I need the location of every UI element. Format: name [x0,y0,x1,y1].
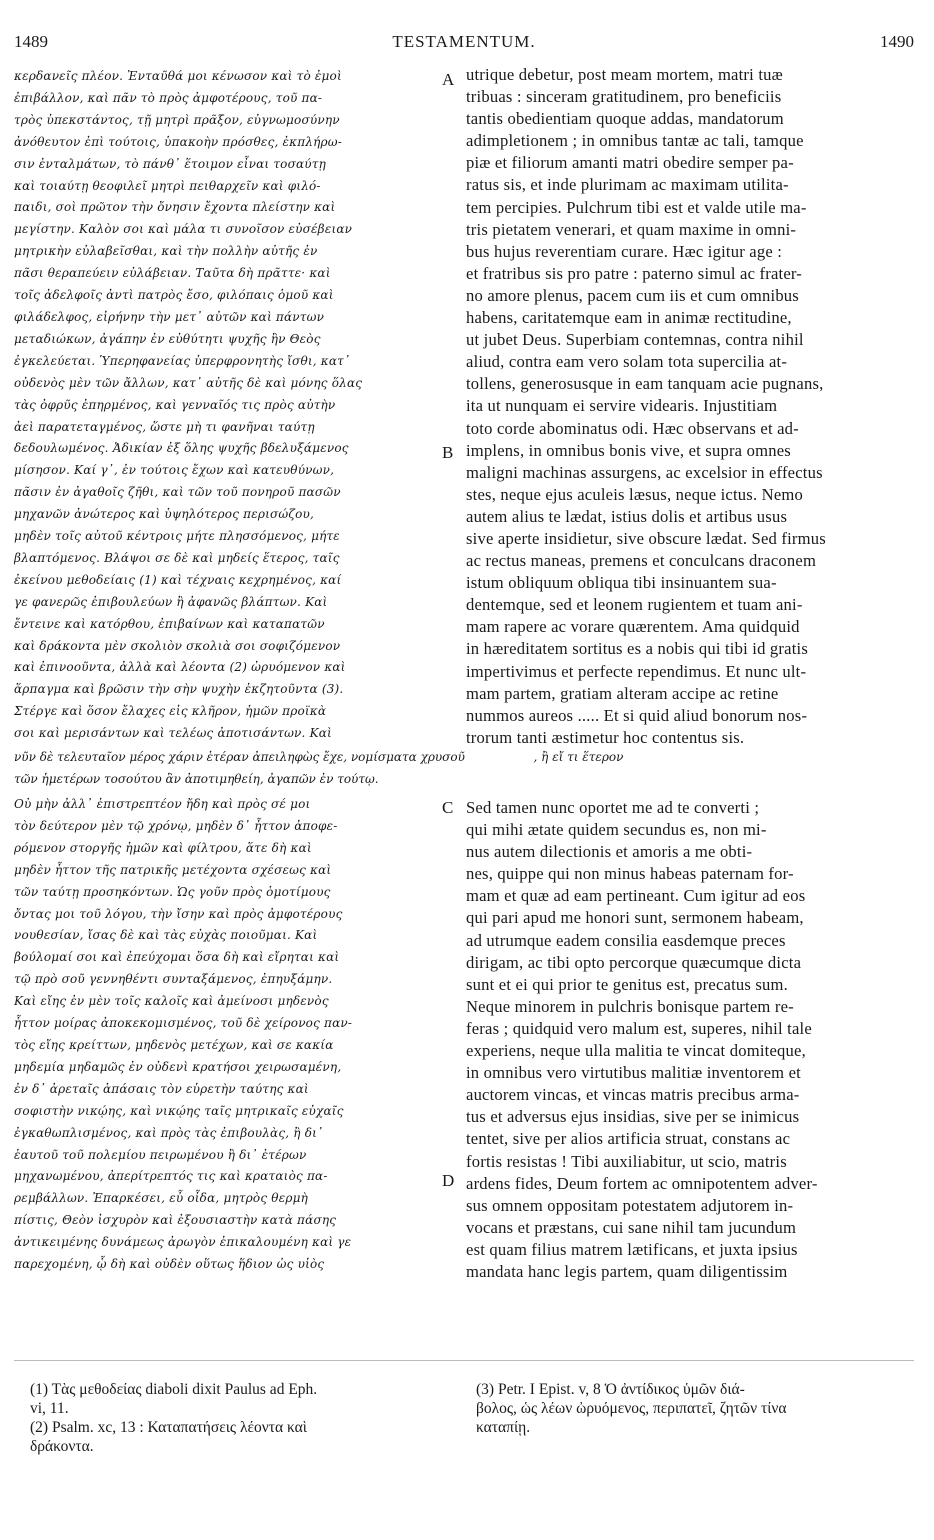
text-line: Στέργε καὶ ὅσον ἔλαχες εἰς κλῆρον, ἡμῶν προϊκὰ [14,704,327,719]
text-line: πᾶσιν ἐν ἀγαθοῖς ζῆθι, καὶ τῶν τοῦ πονηροῦ πασῶν [14,485,341,500]
text-line: γε φανερῶς ἐπιβουλεύων ἢ ἀφανῶς βλάπτων. Καὶ [14,594,328,609]
text-line: παιδι, σοὶ πρῶτον τὴν ὄνησιν ἔχοντα πλείστην καὶ [14,200,336,215]
section-letter-d: D [442,1171,455,1190]
greek-full-width-lines [14,747,914,791]
running-title: TESTAMENTUM. [392,32,536,51]
page-number-right: 1490 [880,32,914,51]
text-line: autem alius te lædat, istius dolis et artibus usus [466,506,788,526]
text-line: σοι καὶ μερισάντων καὶ τελέως ἀποτισάντων. Καὶ [14,726,332,741]
text-line: nummos aureos ..... Et si quid aliud bonorum nos- [466,705,808,725]
section-letter-c: C [442,798,454,817]
text-line: καὶ δράκοντα μὲν σκολιὸν σκολιὰ σοι σοφιζόμενον [14,638,341,653]
text-line: βούλομαί σοι καὶ ἐπεύχομαι ὅσα δὴ καὶ εἴρηται καὶ [14,950,340,965]
greek-column-top [14,66,454,745]
text-line: dirigam, ac tibi opto percorque quæcumque dicta [466,952,802,972]
text-line: tem percipies. Pulchrum tibi est et valde utile ma- [466,197,807,217]
section-letter-a: A [442,70,455,89]
text-line: mam rapere ac vorare quærentem. Ama quidquid [466,617,800,637]
text-line: σοφιστὴν νικῴης, καὶ νικῴης ταῖς μητρικαῖς εὐχαῖς [14,1103,344,1118]
text-line: habens, caritatemque eam in animæ rectitudine, [466,308,792,328]
text-line: μητρικὴν εὐλαβεῖσθαι, καὶ τὴν πολλὴν αὐτῆς ἐν [14,244,318,259]
text-line: μηχανωμένου, ἀπερίτρεπτός τις καὶ κραταιὸς πα- [14,1169,328,1184]
text-line: οὐδενὸς μὲν τῶν ἄλλων, κατ᾽ αὐτῆς δὲ καὶ μόνης ὅλας [14,375,363,390]
text-line: mam partem, gratiam alteram accipe ac retine [466,683,779,703]
text-line: ardens fides, Deum fortem ac omnipotentem adver- [466,1173,818,1193]
text-line: ἐκείνου μεθοδείαις (1) καὶ τέχναις κεχρημένος, καί [14,572,342,587]
text-line: μηχανῶν ἀνώτερος καὶ ὑψηλότερος περισώζου, [14,507,315,522]
text-line: βλαπτόμενος. Βλάψοι σε δὲ καὶ μηδείς ἕτερος, ταῖς [14,550,340,565]
text-line: τοῖς ἀδελφοῖς ἀντὶ πατρὸς ἔσο, φιλόπαις ὁμοῦ καὶ [14,288,334,303]
text-line: τὸς εἴης κρείττων, μηδενὸς μετέχων, καὶ σε κακία [14,1037,334,1052]
text-line: καὶ τοιαύτῃ θεοφιλεῖ μητρὶ πειθαρχεῖν καὶ φιλό- [14,178,321,193]
text-line: tantis obedientiam quoque addas, mandatorum [466,109,784,129]
text-line: μηδεμία μηδαμῶς ἐν οὐδενὶ κρατήσοι χειρωσαμένη, [14,1059,342,1074]
text-line: ρόμενον στοργῆς ἡμῶν καὶ φίλτρου, ἅτε δὴ καὶ [14,840,312,855]
text-line: sus omnem oppositam potestatem adjutorem in- [466,1195,794,1215]
text-line: vi, 11. [30,1400,69,1417]
text-line: βολος, ὡς λέων ὠρυόμενος, περιπατεῖ, ζητῶν τίνα [476,1400,787,1417]
text-line: dentemque, sed et leonem rugientem et tuam ani- [466,595,803,615]
text-line: nes, quippe qui non minus habeas paternam for- [466,864,794,884]
latin-column-bottom [466,797,912,1283]
text-line: ἐπιβάλλον, καὶ πᾶν τὸ πρὸς ἀμφοτέρους, τοῦ πα- [14,90,323,105]
text-line: ἀνόθευτον ἐπὶ τούτοις, ὑπακοὴν πρόσθες, ἐκπλήρω- [14,134,343,149]
text-line: μίσησον. Καί γ᾽, ἐν τούτοις ἔχων καὶ κατευθύνων, [14,463,335,478]
text-line: πᾶσι θεραπεύειν εὐλάβειαν. Ταῦτα δὴ πρᾶττε· καὶ [14,266,331,281]
text-line: ut jubet Deus. Superbiam contemnas, contra nihil [466,330,804,350]
text-line: καὶ ἐπινοοῦντα, ἀλλὰ καὶ λέοντα (2) ὠρυόμενον καὶ [14,660,346,675]
text-line: et fratribus sis pro patre : paterno simul ac frater- [466,263,803,283]
text-line: adimpletionem ; in omnibus tantæ ac tali, tamque [466,131,804,151]
text-line: Sed tamen nunc oportet me ad te converti ; [466,798,760,817]
text-line: ἐγκαθωπλισμένος, καὶ πρὸς τὰς ἐπιβουλὰς, ἢ δι᾽ [14,1125,324,1140]
text-line: πίστις, Θεὸν ἰσχυρὸν καὶ ἐξουσιαστὴν κατὰ πάσης [14,1213,337,1228]
running-header [14,32,914,56]
text-line: τῶν ἡμετέρων τοσούτου ἂν ἀποτιμηθείη, ἀγαπῶν ἐν τούτῳ. [14,771,379,786]
text-line: sive aperte insidietur, sive obscure lædat. Sed firmus [466,528,826,548]
text-line: tribuas : sinceram gratitudinem, pro beneficiis [466,87,782,107]
text-line: toto corde abominatus odi. Hæc observans et ad- [466,418,799,438]
text-line: mam et quæ ad eam pertineant. Cum igitur ad eos [466,886,806,906]
footnotes-right [476,1380,912,1437]
text-line: auctorem vincas, et vincas matris precibus arma- [466,1085,800,1105]
text-line: aliud, contra eam vero solam tota supercilia at- [466,352,788,372]
footnote-separator [14,1360,914,1361]
text-line: ἔντεινε καὶ κατόρθου, ἐπιβαίνων καὶ καταπατῶν [14,616,325,631]
text-line: τὸν δεύτερον μὲν τῷ χρόνῳ, μηδὲν δ᾽ ἧττον ἀποφε- [14,818,338,833]
text-line: ἀντικειμένης δυνάμεως ἀρωγὸν ἐπικαλουμένη καὶ γε [14,1235,352,1250]
text-line: ad utrumque eadem consilia easdemque preces [466,930,786,950]
text-line: fortis resistas ! Tibi auxiliabitur, ut scio, matris [466,1151,787,1171]
text-line: ἐγκελεύεται. Ὑπερηφανείας ὑπερφρονητὴς ἴσθι, κατ᾽ [14,353,351,368]
text-line: feras ; quidquid vero malum est, superes, nihil tale [466,1018,812,1038]
text-line: trorum tanti æstimetur hoc contentus sis. [466,727,745,747]
greek-column-bottom [14,794,454,1276]
text-line: Καὶ εἴης ἐν μὲν τοῖς καλοῖς καὶ ἀμείνοσι μηδενὸς [14,994,329,1009]
text-line: (3) Petr. I Epist. v, 8 Ὁ ἀντίδικος ὑμῶν διά- [476,1381,745,1398]
text-line: μηδὲν ἧττον τῆς πατρικῆς μετέχοντα σχέσεως καὶ [14,862,332,877]
text-line: παρεχομένη, ᾧ δὴ καὶ οὐδὲν οὕτως ἥδιον ὡς υἱὸς [14,1257,325,1272]
text-line: utrique debetur, post meam mortem, matri tuæ [466,65,783,84]
text-line: tus et adversus ejus insidias, sive per se inimicus [466,1107,800,1127]
text-line: δεδουλωμένος. Ἀδικίαν ἐξ ὅλης ψυχῆς βδελυξάμενος [14,441,349,456]
text-line: ac rectus maneas, premens et conculcans draconem [466,551,817,571]
text-line: experiens, neque ulla malitia te vincat domiteque, [466,1041,806,1061]
text-line: no amore plenus, pacem cum iis et cum omnibus [466,285,799,305]
text-line: τὰς ὀφρῦς ἐπηρμένος, καὶ γενναῖός τις πρὸς αὐτὴν [14,397,336,412]
text-line: Neque minorem in pulchris bonisque partem re- [466,996,794,1016]
text-line: κερδανεῖς πλέον. Ἐνταῦθά μοι κένωσον καὶ τὸ ἐμοὶ [14,69,342,83]
text-line: tentet, sive per alios artificia struat, constans ac [466,1129,791,1149]
footnotes-left [30,1380,450,1456]
text-line: piæ et filiorum amanti matri obedire semper pa- [466,153,794,173]
text-line: μεταδιώκων, ἀγάπην ἐν εὐθύτητι ψυχῆς ἣν Θεὸς [14,331,321,346]
text-line: est quam filius matrem lætificans, et juxta ipsius [466,1239,798,1259]
text-line: in omnibus vero virtutibus malitiæ inventorem et [466,1063,801,1083]
text-line: ὄντας μοι τοῦ λόγου, τὴν ἴσην καὶ πρὸς ἀμφοτέρους [14,906,343,921]
text-line: νουθεσίαν, ἴσας δὲ καὶ τὰς εὐχὰς ποιοῦμαι. Καὶ [14,928,318,943]
text-line: bus hujus reverentiam curare. Hæc igitur age : [466,241,783,261]
text-line: ρεμβάλλων. Ἐπαρκέσει, εὖ οἶδα, μητρὸς θερμὴ [14,1191,308,1206]
text-line: maligni machinas assurgens, ac excelsior in effectus [466,462,823,482]
latin-column-top [466,64,912,749]
text-line: δράκοντα. [30,1438,94,1455]
text-line: tris pietatem venerari, et quam maxime in omni- [466,219,797,239]
text-line: (2) Psalm. xc, 13 : Καταπατήσεις λέοντα καὶ [30,1419,307,1436]
text-line: ἀεὶ παρατεταγμένος, ὥστε μὴ τι φανῆναι ταύτῃ [14,419,315,434]
text-line: nus autem dilectionis et amoris a me obti- [466,842,753,862]
text-line: ἐν δ᾽ ἀρεταῖς ἁπάσαις τὸν εὑρετὴν ταύτης καὶ [14,1081,309,1096]
text-line: qui pari apud me honori sunt, sermonem habeam, [466,908,804,928]
page-number-left: 1489 [14,32,48,51]
text-line: vocans et præstans, cui sane nihil tam jucundum [466,1217,797,1237]
text-line: φιλάδελφος, εἰρήνην τὴν μετ᾽ αὐτῶν καὶ πάντων [14,309,325,324]
text-line: τῷ πρὸ σοῦ γεννηθέντι συνταξάμενος, ἐπηυξάμην. [14,972,333,987]
text-line: ratus sis, et inde plurimam ac maximam utilita- [466,175,789,195]
text-line: tollens, generosusque in eam tanquam acie pugnans, [466,374,824,394]
text-line: σιν ἐνταλμάτων, τὸ πάνθ᾽ ἕτοιμον εἶναι τοσαύτῃ [14,156,327,171]
text-line: implens, in omnibus bonis vive, et supra omnes [466,440,791,460]
text-line: ita ut nunquam ei servire videaris. Injustitiam [466,396,778,416]
text-line: ἅρπαγμα καὶ βρῶσιν τὴν σὴν ψυχὴν ἐκζητοῦντα (3). [14,682,344,697]
text-line: καταπίῃ. [476,1419,531,1436]
text-line: in hæreditatem sortitus es a nobis qui tibi id gratis [466,639,808,659]
text-line: stes, neque ejus aculeis læsus, neque ictus. Nemo [466,484,803,504]
text-line: mandata hanc legis partem, quam diligentissim [466,1261,788,1281]
text-line: istum obliquum obliqua tibi insinuantem sua- [466,573,777,593]
text-line: μεγίστην. Καλὸν σοι καὶ μάλα τι συνοῖσον εὐσέβειαν [14,222,353,237]
text-line: τῶν ταύτῃ προσηκόντων. Ὡς γοῦν πρὸς ὁμοτίμους [14,884,331,899]
text-line: Οὐ μὴν ἀλλ᾽ ἐπιστρεπτέον ἤδη καὶ πρὸς σέ μοι [14,797,311,811]
text-line: (1) Τὰς μεθοδείας diaboli dixit Paulus ad Eph. [30,1381,318,1398]
text-line: ἑαυτοῦ τοῦ πολεμίου πειρωμένου ἢ δι᾽ ἑτέρων [14,1147,307,1162]
text-line: μηδὲν τοῖς αὐτοῦ κέντροις μήτε πλησσόμενος, μήτε [14,529,340,544]
text-line: νῦν δὲ τελευταῖον μέρος χάριν ἑτέραν ἀπειληφὼς ἔχε, νομίσματα χρυσοῦ , ἢ εἴ τι ἕτερον [14,750,624,764]
text-line: qui mihi ætate quidem secundus es, non mi- [466,820,767,840]
section-letter-b: B [442,443,454,462]
text-line: sunt et ei qui prior te genitus est, precatus sum. [466,974,788,994]
text-line: ἧττον μοίρας ἀποκεκομισμένος, τοῦ δὲ χείρονος παν- [14,1016,353,1031]
text-line: τρὸς ὑπεκστάντος, τῇ μητρὶ πρᾶξον, εὐγνωμοσύνην [14,112,340,127]
text-line: impertivimus et perfecte rependimus. Et nunc ult- [466,661,807,681]
